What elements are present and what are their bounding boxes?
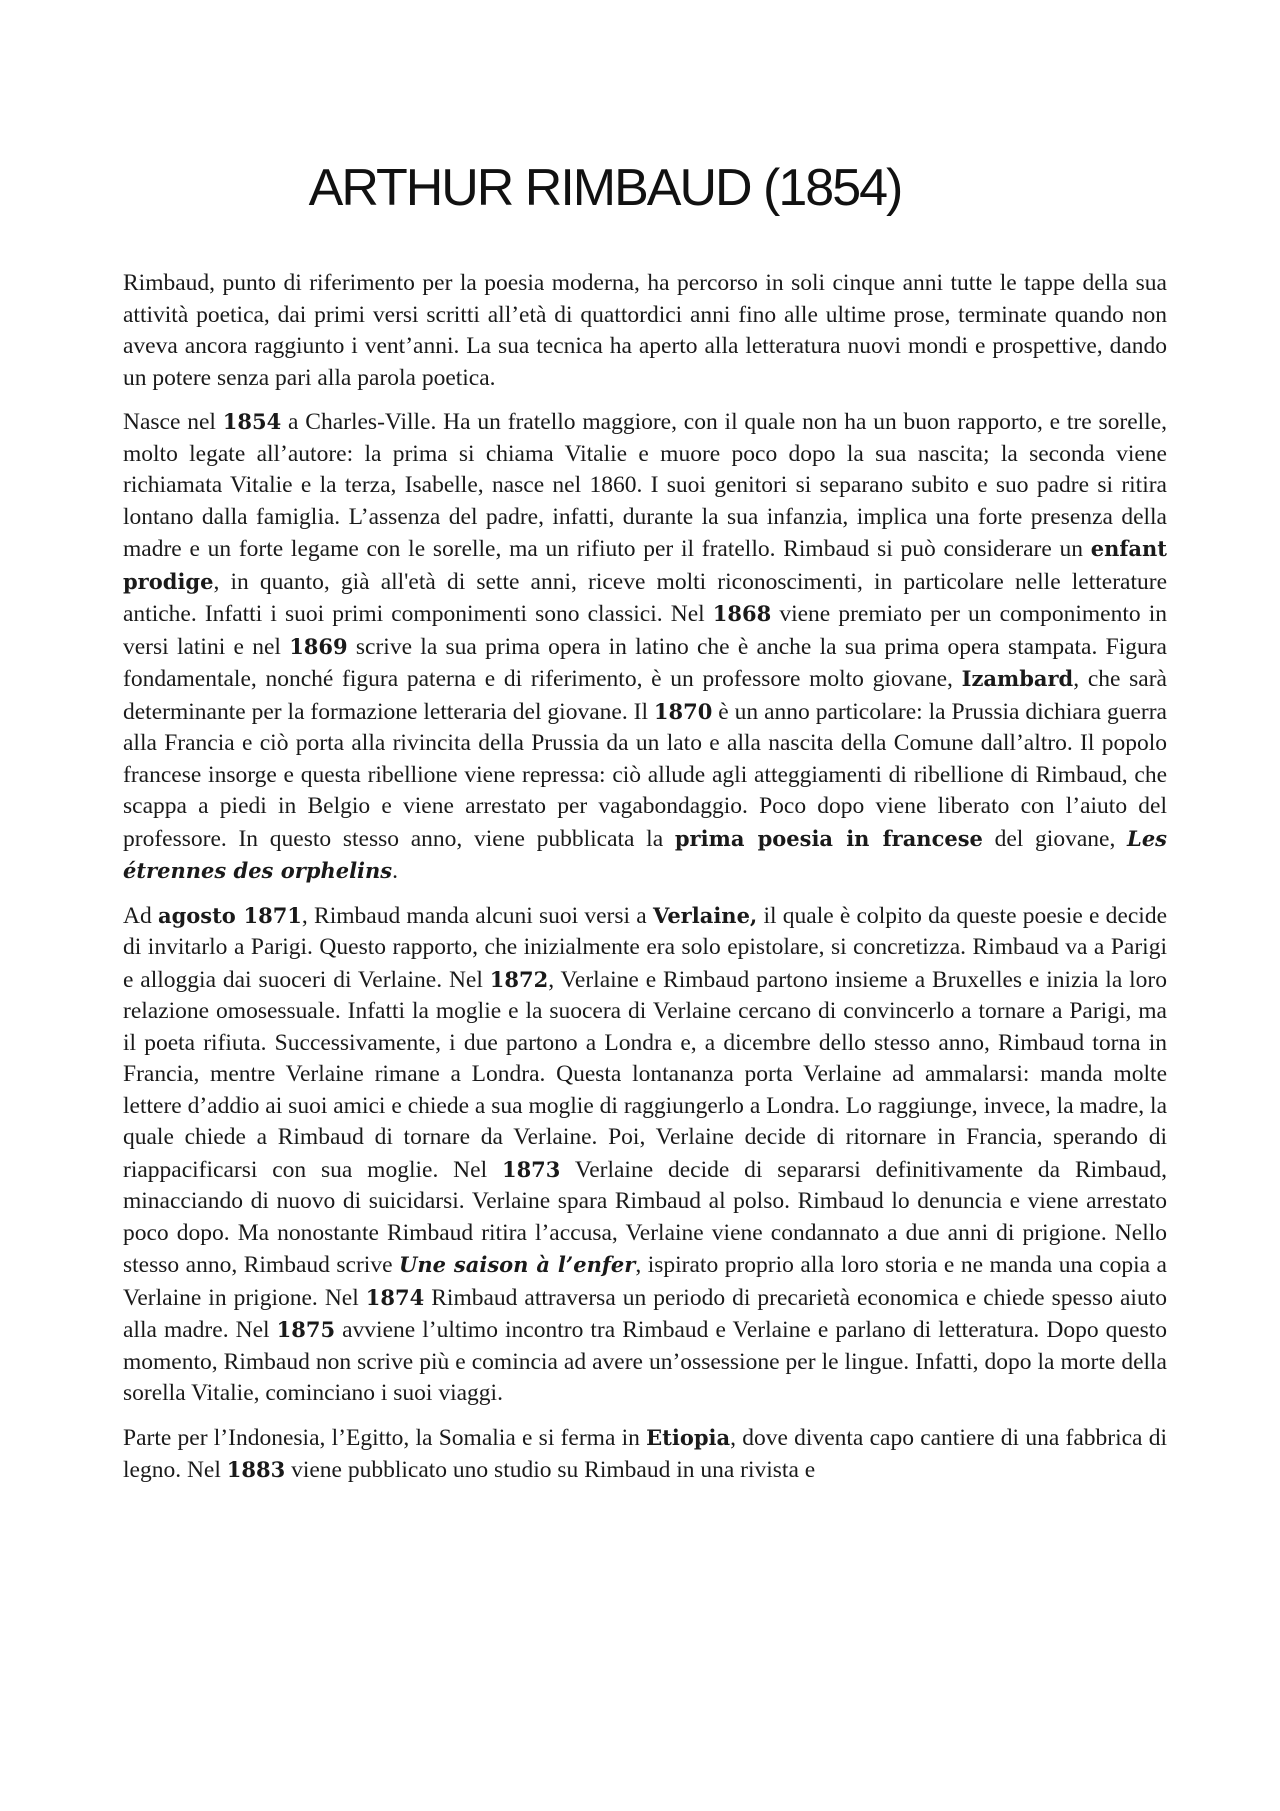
text-run: a Charles-Ville. Ha un fratello maggiore, con il quale non ha un buon rapporto, e tre sorelle, molto legate all’autore: la prima si chiama Vitalie e muore poco dopo la sua nascita; la seconda viene richiamata Vitalie e la terza, Isabelle, nasce nel 1860. I suoi genitori si separano subito e suo padre si ritira lontano dalla famiglia. L’assenza del padre, infatti, durante la sua infanzia, implica una forte presenza della madre e un forte legame con le sorelle, ma un rifiuto per il fratello. Rimbaud si può considerare un	[123, 409, 1168, 562]
bold-agosto-1871: agosto 1871	[157, 902, 302, 928]
bold-verlaine: Verlaine,	[652, 902, 758, 928]
text-run: è un anno particolare: la Prussia dichiara guerra alla Francia e ciò porta alla rivincita della Prussia da un lato e alla nascita della Comune dall’altro. Il popolo francese insorge e questa ribellione viene repressa: ciò allude agli atteggiamenti di ribellione di Rimbaud, che scappa a piedi in Belgio e viene arrestato per vagabondaggio. Poco dopo viene liberato con l’aiuto del professore. In questo stesso anno, viene pubblicata la	[123, 698, 1167, 852]
text-run: Ad	[123, 902, 158, 929]
text-run: avviene l’ultimo incontro tra Rimbaud e Verlaine e parlano di letteratura. Dopo questo momento, Rimbaud non scrive più e comincia ad avere un’ossessione per le lingue. Infatti, dopo la morte della sorella Vitalie, cominciano i suoi viaggi.	[123, 1317, 1167, 1406]
bold-year-1873: 1873	[501, 1156, 561, 1182]
text-run: Rimbaud attraversa un periodo di precarietà economica e chiede spesso aiuto alla madre. Nel	[123, 1284, 1167, 1343]
text-run: viene pubblicato uno studio su Rimbaud in una rivista e	[285, 1457, 816, 1483]
bold-year-1868: 1868	[712, 601, 772, 626]
bold-year-1883: 1883	[226, 1457, 286, 1482]
document-title: ARTHUR RIMBAUD (1854)	[308, 159, 902, 217]
bold-year-1854: 1854	[222, 409, 282, 434]
bold-italic-work-title: Une saison à l’enfer	[399, 1252, 636, 1277]
text-run: Nasce nel	[123, 409, 223, 435]
bold-prima-poesia: prima poesia in francese	[674, 825, 983, 851]
document-body	[123, 268, 1167, 1499]
paragraph-travels	[123, 1422, 1167, 1487]
text-run: del giovane,	[982, 825, 1128, 852]
text-run: , Verlaine e Rimbaud partono insieme a Bruxelles e inizia la loro relazione omosessuale. Infatti la moglie e la suocera di Verlaine cercano di convincerlo a tornare a Parigi, ma il poeta rifiuta. Successivamente, i due partono a Londra e, a dicembre dello stesso anno, Rimbaud torna in Francia, mentre Verlaine rimane a Londra. Questa lontananza porta Verlaine ad ammalarsi: manda molte lettere d’addio ai suoi amici e chiede a sua moglie di raggiungerlo a Londra. Lo raggiunge, invece, la madre, la quale chiede a Rimbaud di tornare da Verlaine. Poi, Verlaine decide di ritornare in Francia, sperando di riappacificarsi con sua moglie. Nel	[123, 966, 1168, 1183]
paragraph-intro	[123, 268, 1167, 394]
text-run: , ispirato proprio alla loro storia e ne manda una copia a Verlaine in prigione. Nel	[123, 1252, 1167, 1311]
bold-izambard: Izambard	[961, 666, 1074, 691]
bold-year-1872: 1872	[489, 966, 549, 992]
bold-enfant-prodige: enfant prodige	[123, 536, 1167, 594]
text-run: Verlaine decide di separarsi definitivamente da Rimbaud, minacciando di nuovo di suicidarsi. Verlaine spara Rimbaud al polso. Rimbaud lo denuncia e viene arrestato poco dopo. Ma nonostante Rimbaud ritira l’accusa, Verlaine viene condannato a due anni di prigione. Nello stesso anno, Rimbaud scrive	[123, 1156, 1167, 1278]
text-run: .	[392, 858, 398, 884]
text-run: scrive la sua prima opera in latino che è anche la sua prima opera stampata. Figura fondamentale, nonché figura paterna e di riferimento, è un professore molto giovane,	[123, 633, 1167, 692]
text-run: Parte per l’Indonesia, l’Egitto, la Somalia e si ferma in	[123, 1424, 647, 1451]
text-run: , in quanto, già all'età di sette anni, riceve molti riconoscimenti, in particolare nelle letterature antiche. Infatti i suoi primi componimenti sono classici. Nel	[123, 568, 1167, 627]
text-run: il quale è colpito da queste poesie e decide di invitarlo a Parigi. Questo rapporto, che inizialmente era solo epistolare, si concretizza. Rimbaud va a Parigi e alloggia dai suoceri di Verlaine. Nel	[123, 902, 1167, 993]
text-run: Rimbaud, punto di riferimento per la poesia moderna, ha percorso in soli cinque anni tutte le tappe della sua attività poetica, dai primi versi scritti all’età di quattordici anni fino alle ultime prose, terminate quando non aveva ancora raggiunto i vent’anni. La sua tecnica ha aperto alla letteratura nuovi mondi e prospettive, dando un potere senza pari alla parola poetica.	[123, 270, 1167, 391]
text-run: , che sarà determinante per la formazione letteraria del giovane. Il	[123, 666, 1167, 725]
bold-italic-work-title: Les étrennes des orphelins	[123, 825, 1167, 883]
bold-year-1869: 1869	[289, 633, 348, 659]
bold-etiopia: Etiopia	[646, 1424, 731, 1450]
text-run: , dove diventa capo cantiere di una fabbrica di legno. Nel	[123, 1424, 1167, 1483]
bold-year-1870: 1870	[653, 698, 713, 724]
paragraph-early-life	[123, 406, 1167, 888]
text-run: viene premiato per un componimento in versi latini e nel	[123, 601, 1167, 660]
bold-year-1875: 1875	[276, 1317, 336, 1342]
bold-year-1874: 1874	[365, 1284, 425, 1310]
text-run: , Rimbaud manda alcuni suoi versi a	[301, 902, 653, 929]
paragraph-verlaine	[123, 900, 1167, 1410]
